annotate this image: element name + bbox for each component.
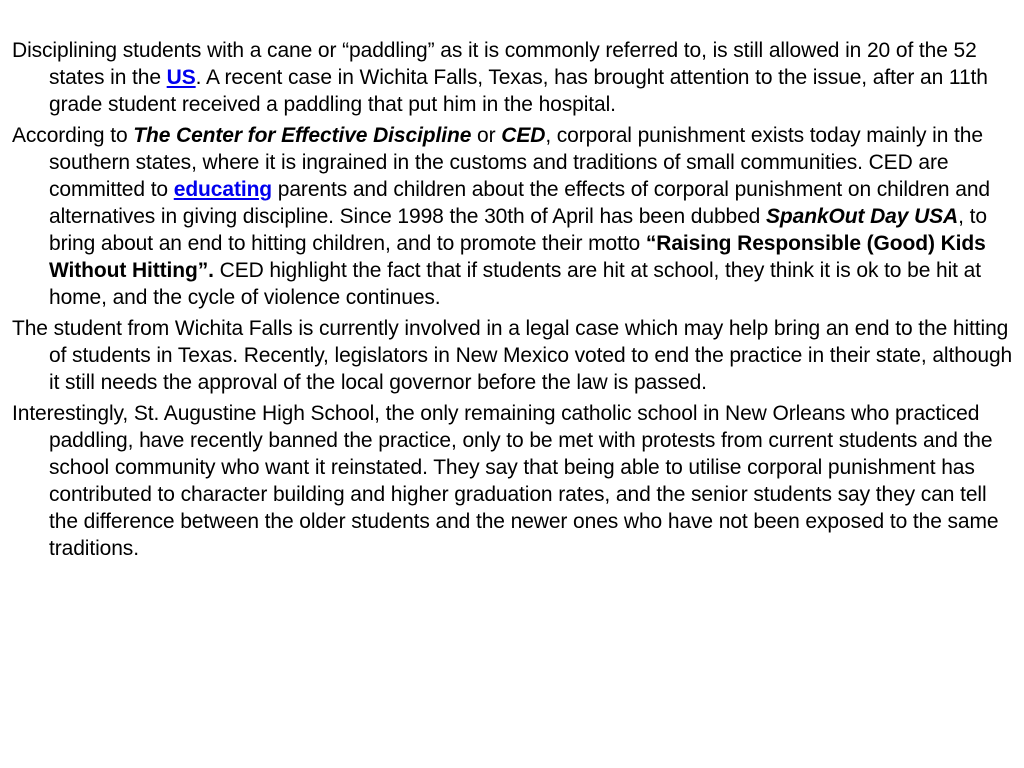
paragraph-st-augustine [12,400,1014,562]
text-run: . A recent case in Wichita Falls, Texas, has brought attention to the issue, after an 11th grade student received a paddling that put him in the hospital. [49,66,988,116]
paragraph-ced [12,122,1014,311]
text-run: CED highlight the fact that if students are hit at school, they think it is ok to be hit at home, and the cycle of violence continues. [49,259,981,309]
text-run: According to [12,124,134,147]
motto: “Raising Responsible (Good) Kids Without Hitting”. [49,232,986,282]
text-run: Disciplining students with a cane or “paddling” as it is commonly referred to, is still allowed in 20 of the 52 states in the [12,39,977,89]
paragraph-wichita-falls [12,315,1014,396]
organization-name: The Center for Effective Discipline [133,124,472,147]
text-run: or [471,124,502,147]
paragraph-paddling-intro [12,37,1014,118]
organization-abbreviation: CED [501,124,546,147]
slide-body [12,37,1014,566]
event-name: SpankOut Day USA [766,205,959,228]
text-run: The student from Wichita Falls is currently involved in a legal case which may help bring an end to the hitting of students in Texas. Recently, legislators in New Mexico voted to end the practice in their state, although it still needs the approval of the local governor before the law is passed. [12,317,1013,394]
text-run: , corporal punishment exists today mainly in the southern states, where it is ingrained in the customs and traditions of small communities. CED are committed to [49,124,983,201]
text-run: parents and children about the effects of corporal punishment on children and alternatives in giving discipline. Since 1998 the 30th of April has been dubbed [49,178,990,228]
us-link[interactable]: US [166,66,196,89]
text-run: , to bring about an end to hitting children, and to promote their motto [49,205,987,255]
educating-link[interactable]: educating [173,178,273,201]
text-run: Interestingly, St. Augustine High School, the only remaining catholic school in New Orleans who practiced paddling, have recently banned the practice, only to be met with protests from current students and the school community who want it reinstated. They say that being able to utilise corporal punishment has contributed to character building and higher graduation rates, and the senior students say they can tell the difference between the older students and the newer ones who have not been exposed to the same traditions. [12,402,999,560]
